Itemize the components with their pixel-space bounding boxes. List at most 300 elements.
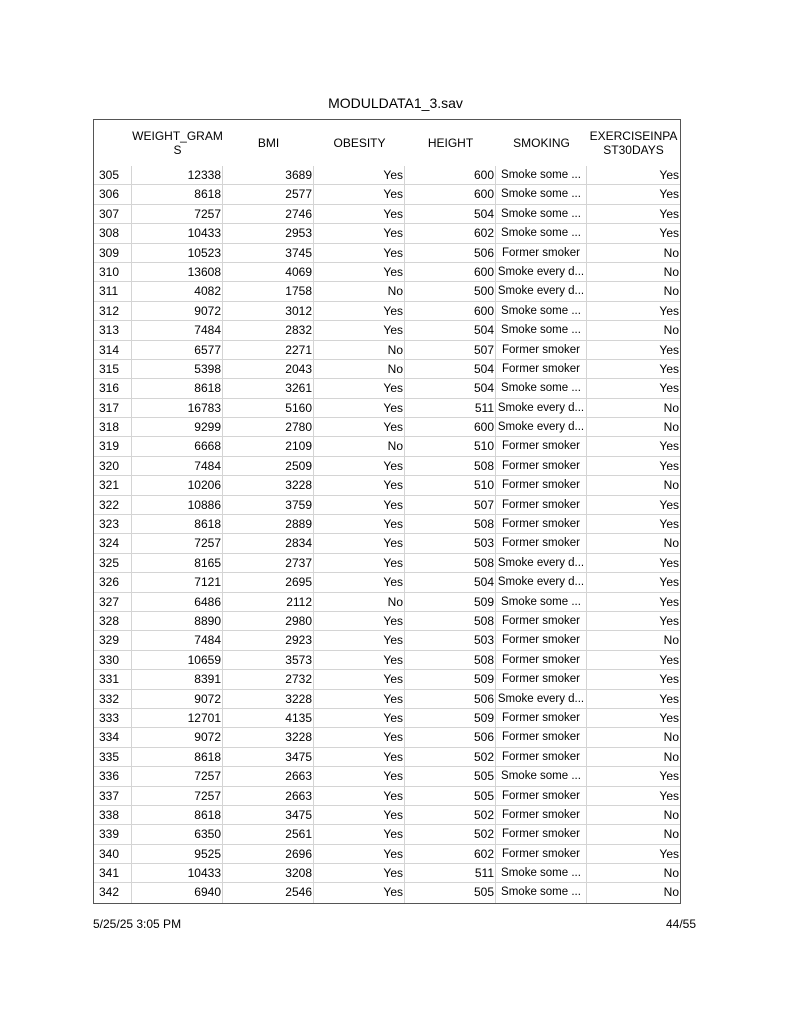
table-cell: Former smoker	[496, 457, 587, 476]
table-cell: Yes	[587, 224, 680, 243]
table-cell: 3475	[223, 748, 314, 767]
table-cell: Smoke some ...	[496, 379, 587, 398]
table-row	[94, 631, 680, 650]
table-cell: 505	[405, 787, 496, 806]
table-cell: 509	[405, 709, 496, 728]
table-cell: Yes	[587, 166, 680, 185]
table-cell: Yes	[587, 767, 680, 786]
table-cell: No	[314, 360, 405, 379]
table-cell: Yes	[314, 883, 405, 902]
table-cell: Yes	[587, 360, 680, 379]
row-number: 336	[94, 767, 132, 786]
table-cell: Yes	[587, 496, 680, 515]
table-cell: Yes	[314, 515, 405, 534]
table-cell: Yes	[314, 263, 405, 282]
table-cell: Yes	[314, 728, 405, 747]
table-cell: 506	[405, 728, 496, 747]
table-cell: Yes	[314, 185, 405, 204]
table-cell: Yes	[314, 651, 405, 670]
table-cell: Yes	[587, 612, 680, 631]
table-cell: 9072	[132, 690, 223, 709]
table-cell: Yes	[587, 651, 680, 670]
table-cell: 8165	[132, 554, 223, 573]
table-cell: 13608	[132, 263, 223, 282]
column-header: BMI	[257, 136, 280, 150]
table-cell: 10886	[132, 496, 223, 515]
row-number: 327	[94, 593, 132, 612]
row-number: 338	[94, 806, 132, 825]
table-cell: Former smoker	[496, 612, 587, 631]
table-cell: 6668	[132, 437, 223, 456]
table-cell: 5160	[223, 399, 314, 418]
table-cell: No	[314, 341, 405, 360]
table-cell: 2832	[223, 321, 314, 340]
table-cell: 2834	[223, 534, 314, 553]
table-cell: 511	[405, 864, 496, 883]
table-cell: No	[587, 864, 680, 883]
row-number: 329	[94, 631, 132, 650]
table-row	[94, 418, 680, 437]
table-cell: 600	[405, 302, 496, 321]
table-cell: 16783	[132, 399, 223, 418]
table-cell: Yes	[587, 845, 680, 864]
table-cell: 507	[405, 496, 496, 515]
table-cell: 505	[405, 767, 496, 786]
table-cell: Smoke some ...	[496, 302, 587, 321]
table-cell: Former smoker	[496, 437, 587, 456]
table-cell: 3475	[223, 806, 314, 825]
table-row	[94, 224, 680, 243]
table-cell: Former smoker	[496, 534, 587, 553]
row-number: 331	[94, 670, 132, 689]
table-row	[94, 612, 680, 631]
table-cell: Smoke every d...	[496, 573, 587, 592]
table-cell: 8890	[132, 612, 223, 631]
table-cell: 9299	[132, 418, 223, 437]
table-cell: Yes	[314, 476, 405, 495]
table-row	[94, 748, 680, 767]
table-cell: Yes	[314, 534, 405, 553]
table-cell: Smoke some ...	[496, 224, 587, 243]
table-cell: Smoke every d...	[496, 282, 587, 301]
table-cell: Yes	[587, 690, 680, 709]
table-cell: No	[587, 263, 680, 282]
table-cell: 8618	[132, 379, 223, 398]
table-cell: 7257	[132, 534, 223, 553]
row-number: 312	[94, 302, 132, 321]
table-cell: 5398	[132, 360, 223, 379]
table-cell: Yes	[587, 554, 680, 573]
table-cell: No	[587, 806, 680, 825]
table-cell: Former smoker	[496, 787, 587, 806]
table-cell: 2732	[223, 670, 314, 689]
table-cell: 8618	[132, 806, 223, 825]
table-row	[94, 166, 680, 185]
table-cell: No	[587, 476, 680, 495]
table-cell: 10523	[132, 244, 223, 263]
table-cell: Yes	[314, 631, 405, 650]
table-cell: 504	[405, 360, 496, 379]
table-cell: Yes	[587, 185, 680, 204]
row-number: 342	[94, 883, 132, 902]
table-cell: 3573	[223, 651, 314, 670]
table-cell: No	[314, 282, 405, 301]
table-cell: No	[663, 885, 679, 900]
table-row	[94, 554, 680, 573]
table-cell: Former smoker	[496, 825, 587, 844]
table-cell: Yes	[314, 554, 405, 573]
table-cell: 600	[405, 418, 496, 437]
table-row	[94, 437, 680, 456]
row-number: 335	[94, 748, 132, 767]
table-row	[94, 496, 680, 515]
footer-datetime: 5/25/25 3:05 PM	[93, 917, 182, 931]
table-cell: 7484	[132, 457, 223, 476]
table-cell: 2737	[223, 554, 314, 573]
table-cell: 10206	[132, 476, 223, 495]
column-header: SMOKING	[513, 136, 570, 150]
table-cell: 600	[405, 166, 496, 185]
table-cell: 4069	[223, 263, 314, 282]
row-number: 334	[94, 728, 132, 747]
table-cell: No	[587, 631, 680, 650]
table-cell: Former smoker	[496, 631, 587, 650]
table-cell: 2663	[223, 787, 314, 806]
table-cell: Former smoker	[496, 748, 587, 767]
row-number: 318	[94, 418, 132, 437]
table-cell: 9072	[132, 728, 223, 747]
table-cell: 2980	[223, 612, 314, 631]
table-cell: 7257	[132, 767, 223, 786]
table-cell: 506	[405, 244, 496, 263]
row-number: 319	[94, 437, 132, 456]
table-row	[94, 709, 680, 728]
table-row	[94, 282, 680, 301]
table-cell: 3208	[223, 864, 314, 883]
table-cell: Yes	[587, 670, 680, 689]
table-cell: Yes	[314, 302, 405, 321]
table-row	[94, 787, 680, 806]
table-cell: 502	[405, 806, 496, 825]
table-row	[94, 534, 680, 553]
table-cell: 2112	[223, 593, 314, 612]
table-cell: 510	[405, 437, 496, 456]
table-cell: No	[587, 244, 680, 263]
row-number: 313	[94, 321, 132, 340]
table-cell: Yes	[314, 825, 405, 844]
table-cell: 508	[405, 457, 496, 476]
table-cell: No	[587, 825, 680, 844]
table-cell: Yes	[314, 224, 405, 243]
table-cell: 602	[405, 224, 496, 243]
table-cell: 9072	[132, 302, 223, 321]
table-cell: Yes	[587, 437, 680, 456]
table-cell: Smoke every d...	[496, 690, 587, 709]
table-cell: Former smoker	[496, 709, 587, 728]
table-cell: Yes	[587, 379, 680, 398]
table-cell: Yes	[314, 787, 405, 806]
table-cell: Smoke every d...	[496, 263, 587, 282]
table-cell: Smoke every d...	[496, 399, 587, 418]
table-row	[94, 321, 680, 340]
table-cell: 508	[405, 612, 496, 631]
table-row	[94, 806, 680, 825]
table-cell: Yes	[314, 166, 405, 185]
table-cell: Yes	[314, 205, 405, 224]
table-cell: 2546	[223, 883, 314, 902]
table-cell: Yes	[314, 709, 405, 728]
table-cell: 500	[405, 282, 496, 301]
table-cell: Yes	[587, 573, 680, 592]
table-cell: Former smoker	[496, 806, 587, 825]
table-cell: Former smoker	[496, 515, 587, 534]
table-cell: Yes	[314, 418, 405, 437]
table-cell: 7121	[132, 573, 223, 592]
table-cell: 2695	[223, 573, 314, 592]
row-number: 314	[94, 341, 132, 360]
table-cell: 6350	[132, 825, 223, 844]
column-header: HEIGHT	[427, 136, 474, 150]
table-cell: Yes	[314, 806, 405, 825]
table-cell: 6940	[132, 883, 223, 902]
table-cell: 502	[405, 825, 496, 844]
table-cell: 7484	[132, 631, 223, 650]
row-number: 341	[94, 864, 132, 883]
row-number: 337	[94, 787, 132, 806]
table-cell: Former smoker	[496, 360, 587, 379]
table-cell: 3261	[223, 379, 314, 398]
row-number: 316	[94, 379, 132, 398]
row-number: 320	[94, 457, 132, 476]
row-number: 317	[94, 399, 132, 418]
table-cell: Former smoker	[496, 496, 587, 515]
row-number: 308	[94, 224, 132, 243]
table-cell: 10433	[132, 864, 223, 883]
table-cell: Yes	[314, 496, 405, 515]
table-cell: Smoke some ...	[496, 205, 587, 224]
table-cell: Yes	[314, 845, 405, 864]
table-cell: Yes	[314, 379, 405, 398]
table-cell: 509	[405, 670, 496, 689]
table-cell: 510	[405, 476, 496, 495]
table-cell: 9525	[132, 845, 223, 864]
table-cell: Yes	[587, 515, 680, 534]
table-cell: 8391	[132, 670, 223, 689]
table-cell: Smoke some ...	[496, 883, 587, 902]
table-cell: Smoke some ...	[496, 321, 587, 340]
table-cell: Yes	[314, 244, 405, 263]
table-row	[94, 515, 680, 534]
table-cell: 3745	[223, 244, 314, 263]
table-cell: Smoke some ...	[496, 767, 587, 786]
row-number: 333	[94, 709, 132, 728]
table-cell: 1758	[223, 282, 314, 301]
row-number: 339	[94, 825, 132, 844]
table-cell: Yes	[314, 767, 405, 786]
column-header: WEIGHT_GRAM S	[132, 129, 223, 157]
table-cell: 7257	[132, 205, 223, 224]
table-cell: 3012	[223, 302, 314, 321]
table-cell: Yes	[587, 205, 680, 224]
table-cell: 503	[405, 534, 496, 553]
table-row	[94, 825, 680, 844]
table-cell: 504	[405, 205, 496, 224]
table-cell: 509	[405, 593, 496, 612]
table-cell: 7484	[132, 321, 223, 340]
table-cell: No	[314, 437, 405, 456]
table-cell: Yes	[314, 321, 405, 340]
table-cell: 2509	[223, 457, 314, 476]
table-cell: Smoke every d...	[496, 554, 587, 573]
table-cell: No	[587, 321, 680, 340]
table-cell: 8618	[132, 515, 223, 534]
table-cell: 7257	[132, 787, 223, 806]
table-cell: 2923	[223, 631, 314, 650]
table-row	[94, 690, 680, 709]
table-cell: Smoke some ...	[496, 593, 587, 612]
table-cell: 507	[405, 341, 496, 360]
row-number: 323	[94, 515, 132, 534]
table-cell: 6577	[132, 341, 223, 360]
table-row	[94, 864, 680, 883]
table-cell: 2271	[223, 341, 314, 360]
table-row	[94, 573, 680, 592]
table-cell: 3228	[223, 476, 314, 495]
table-cell: 504	[405, 321, 496, 340]
table-row	[94, 341, 680, 360]
table-cell: Yes	[314, 612, 405, 631]
table-cell: Smoke some ...	[496, 166, 587, 185]
table-row	[94, 457, 680, 476]
table-cell: 8618	[132, 185, 223, 204]
table-cell: 4135	[223, 709, 314, 728]
table-row	[94, 263, 680, 282]
row-number: 332	[94, 690, 132, 709]
table-cell: Yes	[587, 709, 680, 728]
row-number: 307	[94, 205, 132, 224]
table-row	[94, 593, 680, 612]
table-cell: Yes	[314, 864, 405, 883]
table-cell: 2696	[223, 845, 314, 864]
table-row	[94, 476, 680, 495]
table-cell: 2561	[223, 825, 314, 844]
table-cell: 504	[405, 573, 496, 592]
table-cell: No	[587, 534, 680, 553]
table-cell: Former smoker	[496, 476, 587, 495]
table-cell: Smoke some ...	[496, 185, 587, 204]
table-cell: Yes	[587, 787, 680, 806]
table-cell: 2577	[223, 185, 314, 204]
table-cell: 2889	[223, 515, 314, 534]
table-row	[94, 399, 680, 418]
table-cell: 3759	[223, 496, 314, 515]
table-cell: Yes	[314, 690, 405, 709]
table-row	[94, 883, 680, 902]
table-row	[94, 670, 680, 689]
table-cell: Yes	[587, 302, 680, 321]
table-body	[94, 166, 680, 903]
table-cell: Former smoker	[496, 670, 587, 689]
row-number: 306	[94, 185, 132, 204]
row-number: 326	[94, 573, 132, 592]
table-cell: Yes	[587, 593, 680, 612]
footer-page-number: 44/55	[665, 917, 696, 931]
column-header: OBESITY	[333, 136, 386, 150]
table-row	[94, 379, 680, 398]
table-cell: Yes	[587, 341, 680, 360]
column-header	[94, 120, 132, 166]
table-cell: 508	[405, 651, 496, 670]
table-cell: 3689	[223, 166, 314, 185]
table-row	[94, 302, 680, 321]
table-cell: 8618	[132, 748, 223, 767]
table-cell: Yes	[314, 457, 405, 476]
table-cell: Smoke some ...	[496, 864, 587, 883]
table-cell: Yes	[587, 457, 680, 476]
row-number: 330	[94, 651, 132, 670]
table-cell: 3228	[223, 690, 314, 709]
table-cell: 2663	[223, 767, 314, 786]
row-number: 315	[94, 360, 132, 379]
table-cell: No	[587, 399, 680, 418]
table-row	[94, 205, 680, 224]
table-cell: 2780	[223, 418, 314, 437]
row-number: 305	[94, 166, 132, 185]
table-cell: Former smoker	[496, 244, 587, 263]
table-cell: 508	[405, 554, 496, 573]
row-number: 321	[94, 476, 132, 495]
table-cell: Yes	[314, 573, 405, 592]
table-cell: No	[587, 418, 680, 437]
table-cell: No	[587, 748, 680, 767]
table-cell: No	[314, 593, 405, 612]
table-cell: 502	[405, 748, 496, 767]
table-cell: 505	[405, 883, 496, 902]
table-cell: 602	[405, 845, 496, 864]
row-number: 309	[94, 244, 132, 263]
table-cell: Former smoker	[496, 845, 587, 864]
table-cell: Yes	[314, 748, 405, 767]
column-header: EXERCISEINPA ST30DAYS	[589, 129, 678, 157]
table-cell: 4082	[132, 282, 223, 301]
row-number: 324	[94, 534, 132, 553]
table-cell: 600	[405, 185, 496, 204]
table-cell: 2109	[223, 437, 314, 456]
table-cell: 506	[405, 690, 496, 709]
table-cell: 2043	[223, 360, 314, 379]
row-number: 340	[94, 845, 132, 864]
table-row	[94, 185, 680, 204]
table-cell: 3228	[223, 728, 314, 747]
table-cell: 12338	[132, 166, 223, 185]
table-row	[94, 728, 680, 747]
table-cell: Yes	[314, 670, 405, 689]
table-cell: No	[587, 282, 680, 301]
table-row	[94, 767, 680, 786]
table-cell: Former smoker	[496, 651, 587, 670]
row-number: 310	[94, 263, 132, 282]
table-cell: Smoke every d...	[496, 418, 587, 437]
row-number: 322	[94, 496, 132, 515]
table-row	[94, 244, 680, 263]
table-cell: 511	[405, 399, 496, 418]
table-cell: 600	[405, 263, 496, 282]
table-cell: 2746	[223, 205, 314, 224]
table-cell: 6486	[132, 593, 223, 612]
table-cell: Yes	[314, 399, 405, 418]
row-number: 311	[94, 282, 132, 301]
data-table	[93, 119, 681, 904]
